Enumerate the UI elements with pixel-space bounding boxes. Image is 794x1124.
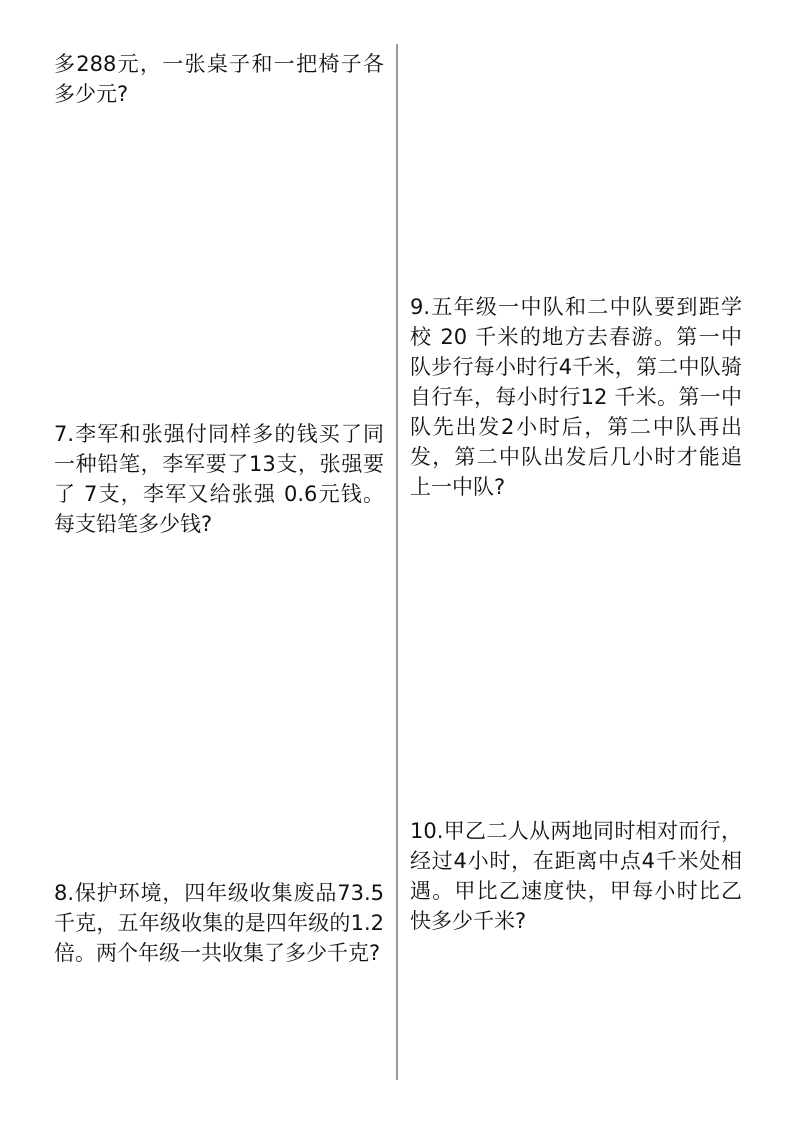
problem-7: 7.李军和张强付同样多的钱买了同一种铅笔，李军要了13支，张强要了 7支，李军又给张强 0.6元钱。每支铅笔多少钱? <box>54 422 384 536</box>
problem-6-continuation: 多288元，一张桌子和一把椅子各多少元? <box>54 52 384 106</box>
problem-8: 8.保护环境，四年级收集废品73.5千克，五年级收集的是四年级的1.2倍。两个年级一共收集了多少千克? <box>54 881 384 965</box>
problem-9: 9.五年级一中队和二中队要到距学校 20 千米的地方去春游。第一中队步行每小时行4千米，第二中队骑自行车，每小时行12 千米。第一中队先出发2小时后，第二中队再出发，第二中队出发后几小时才能追上一中队? <box>410 295 742 499</box>
column-divider <box>396 44 398 1080</box>
problem-10: 10.甲乙二人从两地同时相对而行，经过4小时，在距离中点4千米处相遇。甲比乙速度快，甲每小时比乙快多少千米? <box>410 819 742 933</box>
